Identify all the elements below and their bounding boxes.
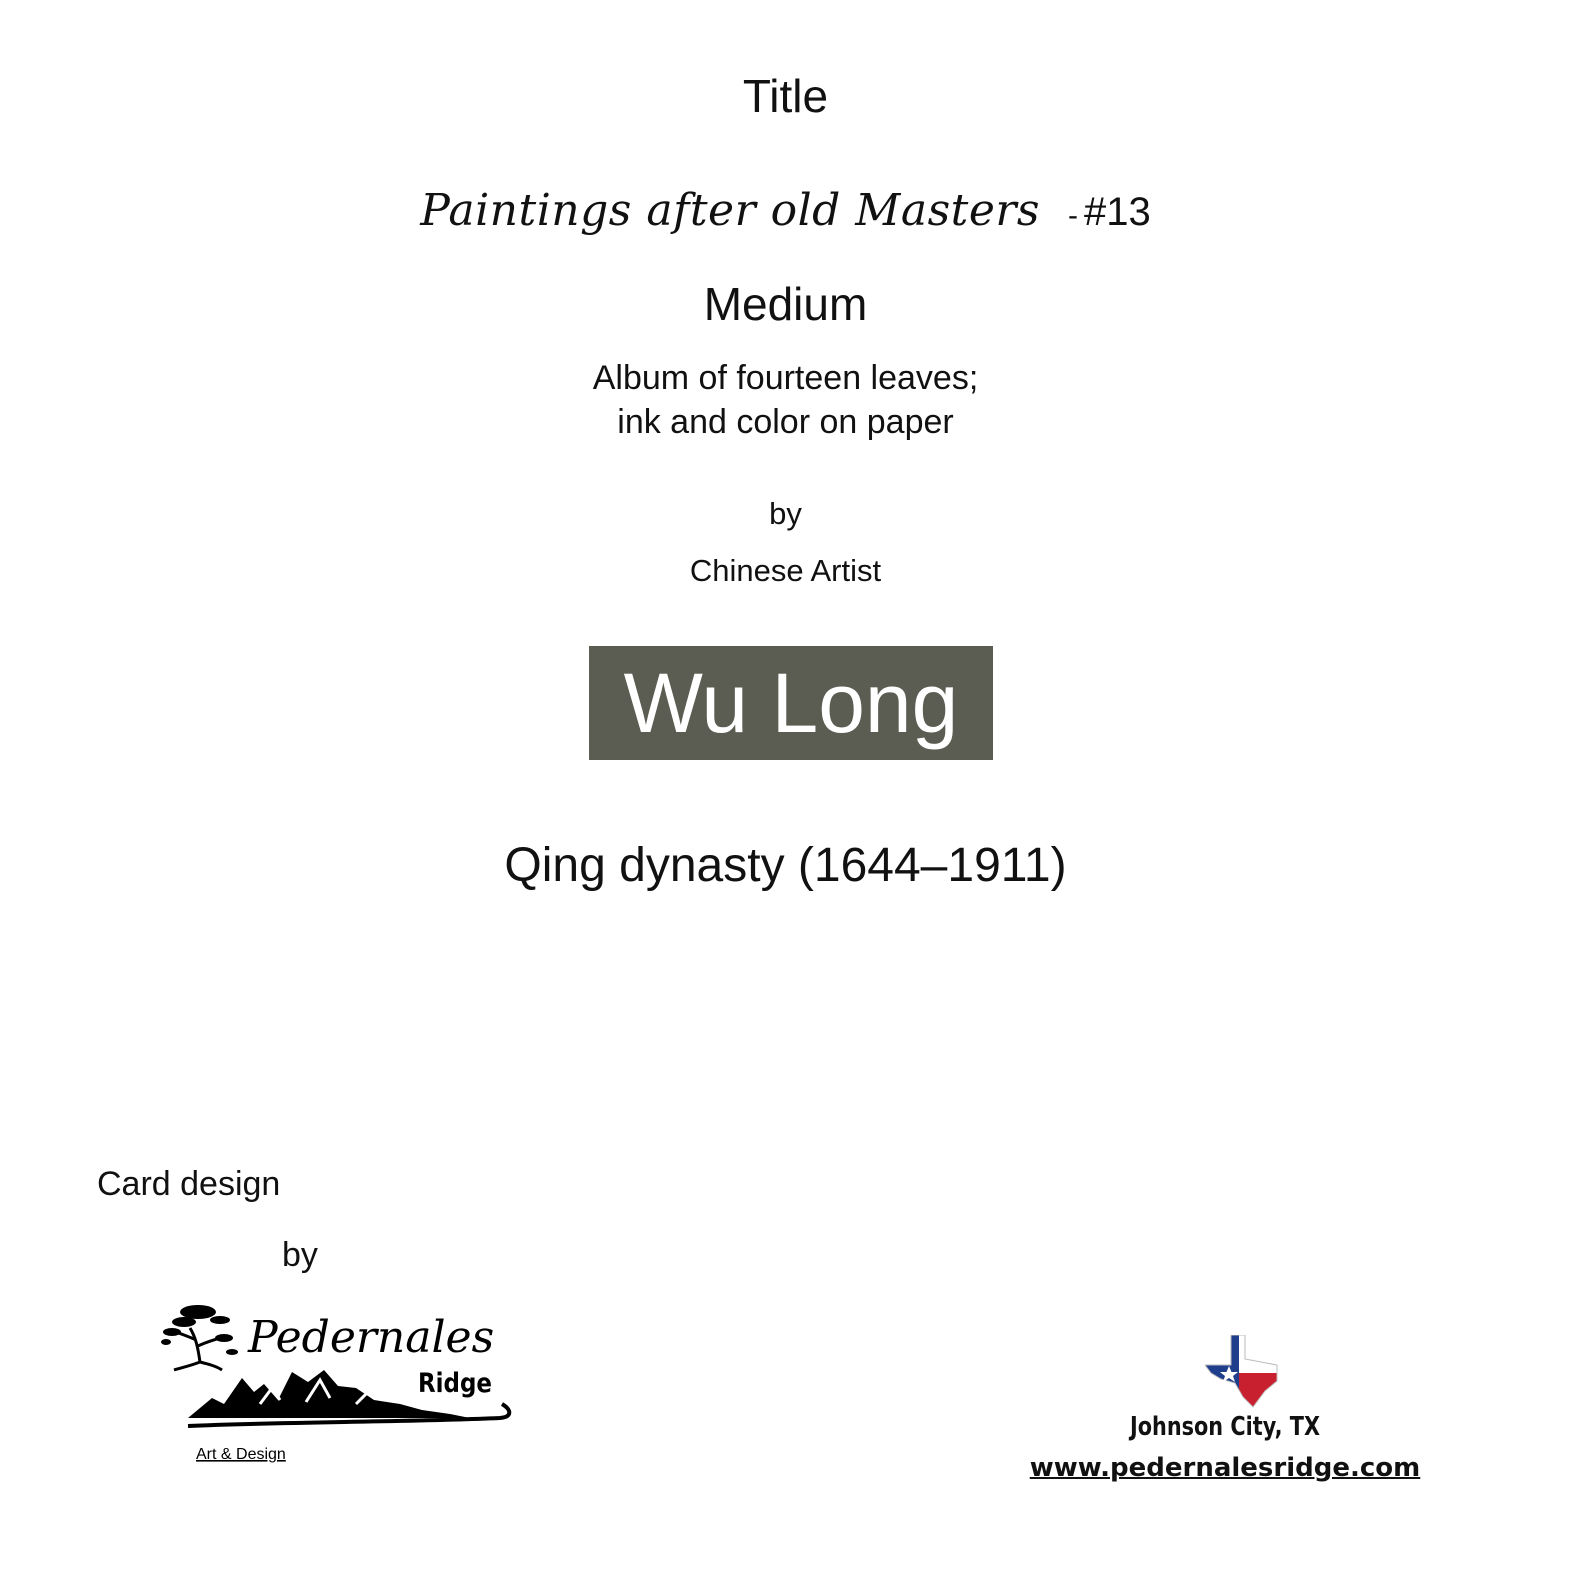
series-name: Paintings after old Masters [420,185,1041,236]
card-design-by-label: by [282,1236,318,1274]
dynasty: Qing dynasty (1644–1911) [504,839,1067,892]
artist-origin: Chinese Artist [689,553,882,588]
location-block [1010,1335,1440,1495]
medium-heading: Medium [703,278,868,330]
medium-line-2: ink and color on paper [617,403,954,441]
logo-tagline: Art & Design [196,1446,286,1463]
medium-description [0,356,1571,444]
logo-name-script: Pedernales [248,1312,495,1363]
location-text: Johnson City, TX [1129,1412,1321,1442]
page-title: Title [742,70,829,122]
by-label: by [769,496,802,531]
logo-name-bold: Ridge [418,1367,492,1399]
card-design-label: Card design [97,1165,281,1203]
series-title [0,176,1571,256]
series-number: #13 [1084,190,1151,234]
texas-flag-icon [1205,1335,1285,1411]
medium-line-1: Album of fourteen leaves; [592,359,979,397]
series-dash: - [1068,199,1079,232]
tree-silhouette-icon [161,1305,238,1370]
artist-name-box: Wu Long [589,646,993,760]
website-link[interactable]: www.pedernalesridge.com [1029,1453,1421,1483]
pedernales-ridge-logo [160,1300,520,1485]
